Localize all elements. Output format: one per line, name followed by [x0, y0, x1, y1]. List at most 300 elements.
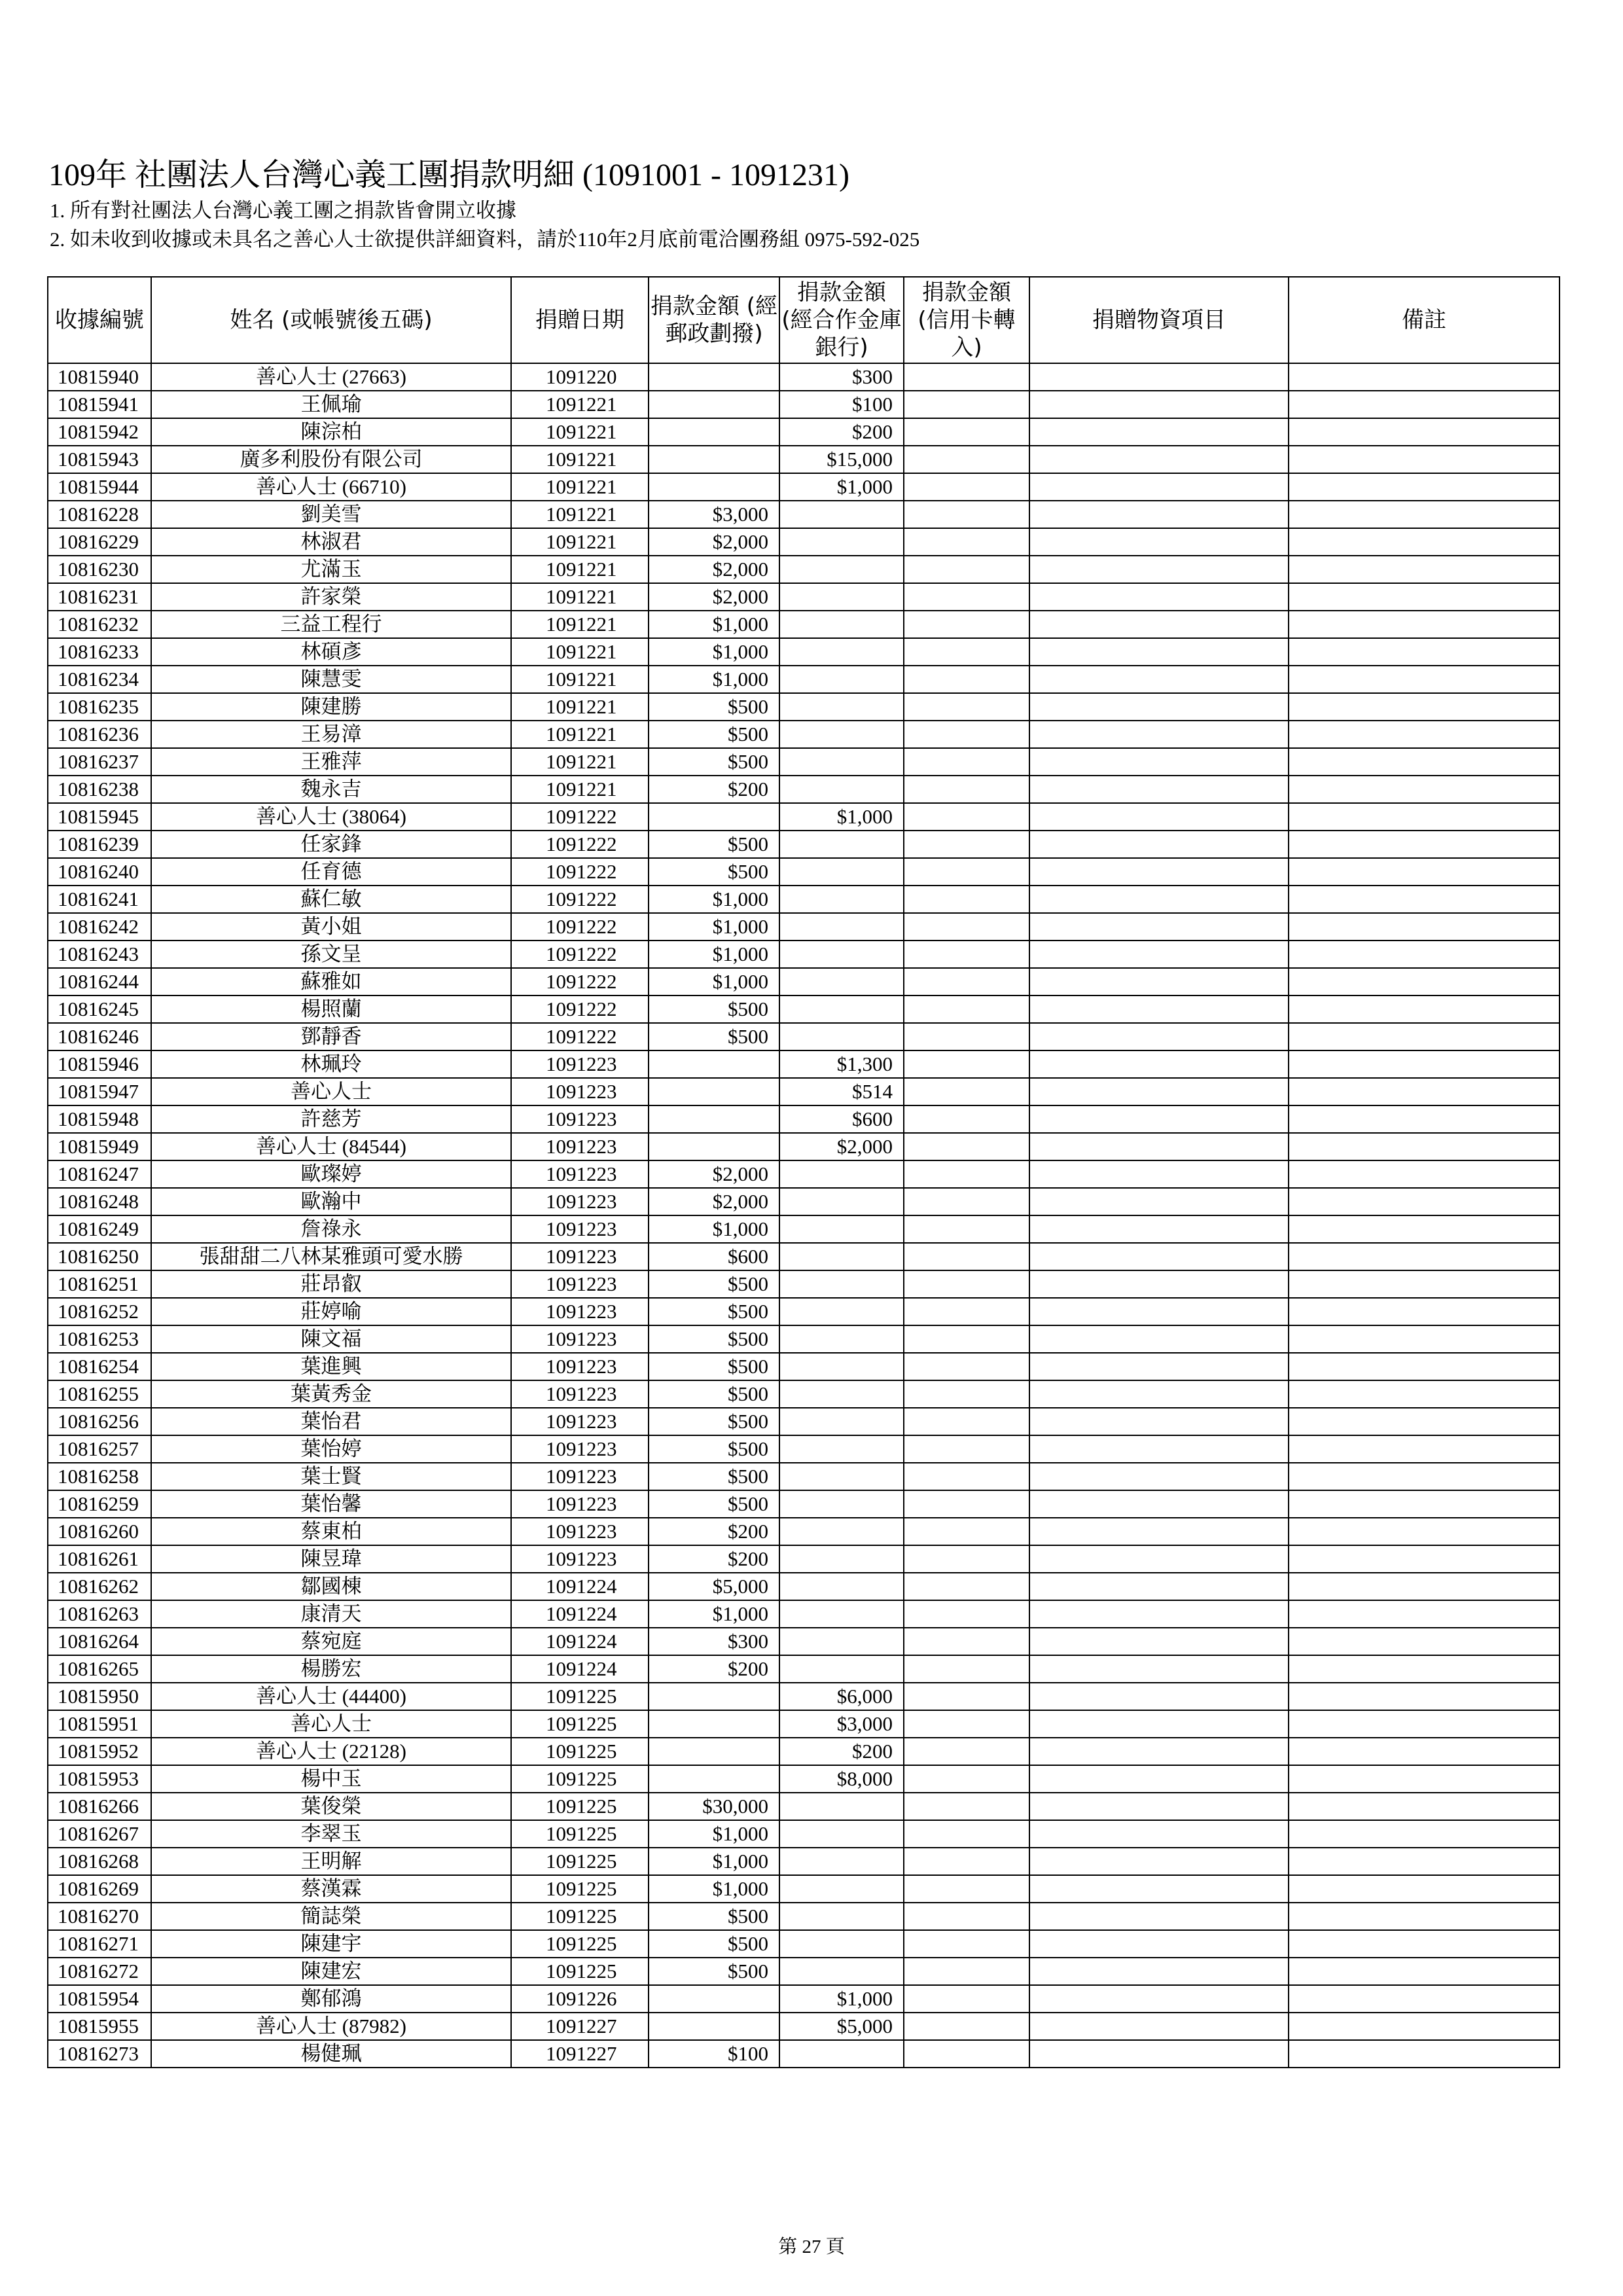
cell-amount-postal: $300 [649, 1628, 779, 1655]
cell-amount-card [904, 693, 1029, 721]
cell-amount-postal: $2,000 [649, 1188, 779, 1215]
table-row [48, 1628, 1560, 1655]
cell-amount-bank: $1,000 [779, 803, 904, 831]
cell-remarks [1289, 776, 1560, 803]
cell-amount-bank [779, 1380, 904, 1408]
table-row [48, 1793, 1560, 1820]
table-row [48, 1655, 1560, 1683]
cell-goods [1029, 391, 1289, 418]
document-title: 109年 社團法人台灣心義工團捐款明細 (1091001 - 1091231) [48, 158, 849, 192]
cell-goods [1029, 1683, 1289, 1710]
cell-name: 王明解 [151, 1848, 511, 1875]
cell-remarks [1289, 1353, 1560, 1380]
cell-receipt-no: 10815952 [48, 1738, 151, 1765]
cell-amount-card [904, 638, 1029, 666]
cell-amount-card [904, 2013, 1029, 2040]
cell-remarks [1289, 858, 1560, 886]
table-row [48, 1325, 1560, 1353]
cell-goods [1029, 1903, 1289, 1930]
cell-receipt-no: 10815945 [48, 803, 151, 831]
cell-remarks [1289, 941, 1560, 968]
cell-amount-card [904, 968, 1029, 996]
cell-remarks [1289, 968, 1560, 996]
cell-receipt-no: 10816266 [48, 1793, 151, 1820]
cell-goods [1029, 1215, 1289, 1243]
cell-receipt-no: 10816238 [48, 776, 151, 803]
cell-date: 1091223 [511, 1298, 649, 1325]
table-row [48, 1050, 1560, 1078]
cell-goods [1029, 446, 1289, 473]
cell-goods [1029, 1820, 1289, 1848]
cell-receipt-no: 10816270 [48, 1903, 151, 1930]
cell-amount-card [904, 583, 1029, 611]
cell-remarks [1289, 748, 1560, 776]
table-row [48, 748, 1560, 776]
cell-amount-card [904, 748, 1029, 776]
cell-goods [1029, 803, 1289, 831]
cell-remarks [1289, 528, 1560, 556]
cell-receipt-no: 10816247 [48, 1160, 151, 1188]
cell-date: 1091223 [511, 1518, 649, 1545]
cell-remarks [1289, 1875, 1560, 1903]
cell-amount-bank [779, 776, 904, 803]
cell-amount-bank [779, 583, 904, 611]
cell-receipt-no: 10816230 [48, 556, 151, 583]
cell-amount-bank [779, 1628, 904, 1655]
cell-receipt-no: 10815950 [48, 1683, 151, 1710]
cell-name: 李翠玉 [151, 1820, 511, 1848]
cell-goods [1029, 1298, 1289, 1325]
table-row [48, 996, 1560, 1023]
cell-amount-bank: $1,000 [779, 473, 904, 501]
cell-goods [1029, 1188, 1289, 1215]
cell-remarks [1289, 1930, 1560, 1958]
cell-receipt-no: 10816262 [48, 1573, 151, 1600]
cell-goods [1029, 638, 1289, 666]
cell-date: 1091225 [511, 1710, 649, 1738]
cell-amount-bank [779, 1243, 904, 1270]
cell-receipt-no: 10816259 [48, 1490, 151, 1518]
cell-amount-postal: $1,000 [649, 611, 779, 638]
cell-receipt-no: 10815954 [48, 1985, 151, 2013]
cell-goods [1029, 858, 1289, 886]
cell-receipt-no: 10816242 [48, 913, 151, 941]
cell-date: 1091221 [511, 418, 649, 446]
cell-amount-postal [649, 391, 779, 418]
cell-date: 1091223 [511, 1105, 649, 1133]
cell-name: 莊婷喻 [151, 1298, 511, 1325]
cell-date: 1091223 [511, 1325, 649, 1353]
cell-amount-bank [779, 1490, 904, 1518]
table-row [48, 1133, 1560, 1160]
cell-amount-bank: $1,000 [779, 1985, 904, 2013]
cell-amount-postal [649, 363, 779, 391]
cell-name: 簡誌榮 [151, 1903, 511, 1930]
cell-amount-card [904, 1353, 1029, 1380]
cell-name: 葉怡君 [151, 1408, 511, 1435]
cell-date: 1091223 [511, 1490, 649, 1518]
cell-remarks [1289, 556, 1560, 583]
cell-remarks [1289, 1160, 1560, 1188]
donation-table [47, 276, 1560, 2068]
cell-amount-bank [779, 1518, 904, 1545]
cell-receipt-no: 10815955 [48, 2013, 151, 2040]
cell-name: 許家榮 [151, 583, 511, 611]
cell-receipt-no: 10816258 [48, 1463, 151, 1490]
cell-remarks [1289, 2040, 1560, 2068]
cell-amount-bank [779, 2040, 904, 2068]
cell-amount-card [904, 1628, 1029, 1655]
cell-name: 善心人士 [151, 1710, 511, 1738]
cell-name: 康清天 [151, 1600, 511, 1628]
cell-goods [1029, 941, 1289, 968]
cell-amount-card [904, 1243, 1029, 1270]
header-row [48, 277, 1560, 363]
cell-amount-bank: $5,000 [779, 2013, 904, 2040]
cell-goods [1029, 1573, 1289, 1600]
cell-amount-postal: $200 [649, 1518, 779, 1545]
table-row [48, 858, 1560, 886]
col-remarks: 備註 [1289, 277, 1560, 363]
cell-date: 1091225 [511, 1848, 649, 1875]
cell-amount-bank [779, 913, 904, 941]
cell-receipt-no: 10816263 [48, 1600, 151, 1628]
cell-amount-card [904, 1820, 1029, 1848]
cell-goods [1029, 721, 1289, 748]
cell-goods [1029, 1848, 1289, 1875]
cell-receipt-no: 10816244 [48, 968, 151, 996]
table-row [48, 1875, 1560, 1903]
cell-amount-card [904, 858, 1029, 886]
cell-date: 1091221 [511, 611, 649, 638]
table-row [48, 913, 1560, 941]
cell-amount-postal [649, 1985, 779, 2013]
cell-date: 1091225 [511, 1930, 649, 1958]
cell-amount-card [904, 1600, 1029, 1628]
cell-goods [1029, 611, 1289, 638]
cell-date: 1091222 [511, 831, 649, 858]
cell-remarks [1289, 1408, 1560, 1435]
cell-amount-card [904, 501, 1029, 528]
cell-amount-postal: $500 [649, 1490, 779, 1518]
table-row [48, 941, 1560, 968]
table-row [48, 776, 1560, 803]
cell-receipt-no: 10816257 [48, 1435, 151, 1463]
cell-receipt-no: 10816253 [48, 1325, 151, 1353]
cell-amount-postal: $500 [649, 1325, 779, 1353]
cell-receipt-no: 10815943 [48, 446, 151, 473]
cell-amount-bank [779, 611, 904, 638]
cell-name: 王雅萍 [151, 748, 511, 776]
table-row [48, 556, 1560, 583]
cell-amount-card [904, 1408, 1029, 1435]
cell-receipt-no: 10815946 [48, 1050, 151, 1078]
cell-amount-bank [779, 941, 904, 968]
table-row [48, 1435, 1560, 1463]
cell-receipt-no: 10816260 [48, 1518, 151, 1545]
cell-name: 歐璨婷 [151, 1160, 511, 1188]
cell-amount-bank: $1,300 [779, 1050, 904, 1078]
cell-remarks [1289, 2013, 1560, 2040]
cell-amount-postal: $600 [649, 1243, 779, 1270]
cell-amount-postal: $1,000 [649, 1215, 779, 1243]
cell-remarks [1289, 1325, 1560, 1353]
cell-amount-postal: $3,000 [649, 501, 779, 528]
cell-receipt-no: 10815948 [48, 1105, 151, 1133]
table-row [48, 1160, 1560, 1188]
cell-amount-bank [779, 1215, 904, 1243]
cell-goods [1029, 1628, 1289, 1655]
cell-amount-postal: $1,000 [649, 913, 779, 941]
cell-date: 1091225 [511, 1738, 649, 1765]
cell-receipt-no: 10815947 [48, 1078, 151, 1105]
cell-remarks [1289, 1793, 1560, 1820]
cell-goods [1029, 1243, 1289, 1270]
table-row [48, 1408, 1560, 1435]
cell-name: 王佩瑜 [151, 391, 511, 418]
cell-amount-postal: $200 [649, 776, 779, 803]
cell-receipt-no: 10816231 [48, 583, 151, 611]
cell-date: 1091221 [511, 693, 649, 721]
cell-date: 1091225 [511, 1958, 649, 1985]
cell-name: 許慈芳 [151, 1105, 511, 1133]
cell-amount-bank [779, 1793, 904, 1820]
cell-date: 1091223 [511, 1243, 649, 1270]
cell-amount-bank [779, 1325, 904, 1353]
note-contact: 2. 如未收到收據或未具名之善心人士欲提供詳細資料，請於110年2月底前電洽團務組 0975-592-025 [50, 228, 920, 251]
cell-amount-postal: $500 [649, 996, 779, 1023]
table-row [48, 1105, 1560, 1133]
cell-date: 1091223 [511, 1380, 649, 1408]
cell-remarks [1289, 418, 1560, 446]
cell-amount-bank [779, 1023, 904, 1050]
cell-goods [1029, 1875, 1289, 1903]
cell-name: 陳建宇 [151, 1930, 511, 1958]
cell-date: 1091224 [511, 1573, 649, 1600]
cell-remarks [1289, 996, 1560, 1023]
cell-name: 善心人士 (44400) [151, 1683, 511, 1710]
cell-amount-card [904, 391, 1029, 418]
cell-receipt-no: 10816240 [48, 858, 151, 886]
col-amount-postal: 捐款金額 (經郵政劃撥) [649, 277, 779, 363]
cell-amount-card [904, 1903, 1029, 1930]
cell-amount-postal: $500 [649, 1408, 779, 1435]
cell-remarks [1289, 1600, 1560, 1628]
cell-name: 廣多利股份有限公司 [151, 446, 511, 473]
cell-remarks [1289, 1765, 1560, 1793]
cell-receipt-no: 10816228 [48, 501, 151, 528]
cell-amount-bank [779, 1903, 904, 1930]
cell-date: 1091221 [511, 528, 649, 556]
cell-amount-postal: $500 [649, 1903, 779, 1930]
cell-receipt-no: 10815942 [48, 418, 151, 446]
cell-name: 善心人士 (84544) [151, 1133, 511, 1160]
cell-amount-postal: $1,000 [649, 666, 779, 693]
cell-amount-postal: $1,000 [649, 968, 779, 996]
table-row [48, 1600, 1560, 1628]
table-row [48, 611, 1560, 638]
cell-date: 1091223 [511, 1133, 649, 1160]
cell-remarks [1289, 1380, 1560, 1408]
cell-date: 1091222 [511, 913, 649, 941]
cell-name: 葉黃秀金 [151, 1380, 511, 1408]
table-row [48, 1903, 1560, 1930]
cell-goods [1029, 1105, 1289, 1133]
cell-date: 1091225 [511, 1765, 649, 1793]
cell-date: 1091225 [511, 1875, 649, 1903]
table-row [48, 803, 1560, 831]
cell-amount-bank: $100 [779, 391, 904, 418]
cell-amount-card [904, 1930, 1029, 1958]
cell-goods [1029, 1463, 1289, 1490]
cell-remarks [1289, 913, 1560, 941]
cell-remarks [1289, 1710, 1560, 1738]
cell-goods [1029, 1518, 1289, 1545]
cell-name: 林淑君 [151, 528, 511, 556]
col-name: 姓名 (或帳號後五碼) [151, 277, 511, 363]
cell-amount-postal [649, 1765, 779, 1793]
cell-date: 1091224 [511, 1655, 649, 1683]
cell-amount-card [904, 803, 1029, 831]
cell-amount-card [904, 1133, 1029, 1160]
cell-amount-bank [779, 501, 904, 528]
cell-name: 鄧靜香 [151, 1023, 511, 1050]
table-row [48, 501, 1560, 528]
cell-receipt-no: 10816248 [48, 1188, 151, 1215]
cell-goods [1029, 1958, 1289, 1985]
cell-amount-bank [779, 721, 904, 748]
cell-remarks [1289, 1628, 1560, 1655]
cell-amount-card [904, 1463, 1029, 1490]
cell-amount-bank [779, 1930, 904, 1958]
cell-amount-card [904, 1023, 1029, 1050]
cell-receipt-no: 10815951 [48, 1710, 151, 1738]
cell-amount-card [904, 1325, 1029, 1353]
cell-goods [1029, 1765, 1289, 1793]
cell-receipt-no: 10816256 [48, 1408, 151, 1435]
cell-amount-bank [779, 858, 904, 886]
col-goods: 捐贈物資項目 [1029, 277, 1289, 363]
table-row [48, 1765, 1560, 1793]
cell-name: 歐瀚中 [151, 1188, 511, 1215]
cell-name: 鄒國棟 [151, 1573, 511, 1600]
table-row [48, 446, 1560, 473]
cell-date: 1091220 [511, 363, 649, 391]
cell-remarks [1289, 391, 1560, 418]
cell-amount-bank: $600 [779, 1105, 904, 1133]
cell-date: 1091227 [511, 2040, 649, 2068]
cell-remarks [1289, 1133, 1560, 1160]
cell-name: 尤滿玉 [151, 556, 511, 583]
cell-remarks [1289, 1270, 1560, 1298]
cell-amount-postal [649, 803, 779, 831]
cell-date: 1091224 [511, 1600, 649, 1628]
cell-receipt-no: 10815940 [48, 363, 151, 391]
table-row [48, 528, 1560, 556]
cell-goods [1029, 2040, 1289, 2068]
cell-amount-postal: $30,000 [649, 1793, 779, 1820]
cell-receipt-no: 10816269 [48, 1875, 151, 1903]
cell-amount-card [904, 446, 1029, 473]
cell-date: 1091222 [511, 996, 649, 1023]
cell-date: 1091224 [511, 1628, 649, 1655]
table-row [48, 2040, 1560, 2068]
table-row [48, 1270, 1560, 1298]
cell-amount-postal: $1,000 [649, 638, 779, 666]
cell-name: 善心人士 (22128) [151, 1738, 511, 1765]
cell-amount-postal: $500 [649, 721, 779, 748]
cell-amount-postal: $500 [649, 1435, 779, 1463]
cell-amount-postal [649, 418, 779, 446]
cell-goods [1029, 1435, 1289, 1463]
cell-amount-card [904, 1490, 1029, 1518]
cell-name: 楊照蘭 [151, 996, 511, 1023]
cell-amount-postal: $1,000 [649, 1875, 779, 1903]
cell-name: 任家鋒 [151, 831, 511, 858]
cell-date: 1091223 [511, 1078, 649, 1105]
table-row [48, 1683, 1560, 1710]
cell-name: 楊健珮 [151, 2040, 511, 2068]
cell-amount-bank [779, 1353, 904, 1380]
cell-name: 蔡東柏 [151, 1518, 511, 1545]
cell-goods [1029, 1270, 1289, 1298]
cell-name: 劉美雪 [151, 501, 511, 528]
cell-receipt-no: 10816243 [48, 941, 151, 968]
cell-receipt-no: 10816268 [48, 1848, 151, 1875]
cell-remarks [1289, 886, 1560, 913]
cell-amount-bank [779, 528, 904, 556]
cell-date: 1091221 [511, 638, 649, 666]
cell-name: 任育德 [151, 858, 511, 886]
cell-amount-card [904, 2040, 1029, 2068]
col-date: 捐贈日期 [511, 277, 649, 363]
cell-goods [1029, 418, 1289, 446]
cell-amount-card [904, 941, 1029, 968]
cell-date: 1091222 [511, 1023, 649, 1050]
table-row [48, 1078, 1560, 1105]
cell-amount-bank [779, 638, 904, 666]
cell-amount-postal [649, 1738, 779, 1765]
table-row [48, 363, 1560, 391]
cell-amount-postal: $2,000 [649, 583, 779, 611]
cell-goods [1029, 1408, 1289, 1435]
cell-remarks [1289, 1078, 1560, 1105]
cell-receipt-no: 10816239 [48, 831, 151, 858]
cell-goods [1029, 1353, 1289, 1380]
cell-remarks [1289, 583, 1560, 611]
cell-name: 葉俊榮 [151, 1793, 511, 1820]
table-row [48, 638, 1560, 666]
cell-receipt-no: 10815944 [48, 473, 151, 501]
table-row [48, 473, 1560, 501]
cell-remarks [1289, 1463, 1560, 1490]
cell-amount-bank [779, 996, 904, 1023]
cell-remarks [1289, 1188, 1560, 1215]
cell-remarks [1289, 473, 1560, 501]
cell-amount-card [904, 996, 1029, 1023]
table-row [48, 1463, 1560, 1490]
cell-amount-card [904, 1710, 1029, 1738]
cell-name: 善心人士 (27663) [151, 363, 511, 391]
cell-amount-postal [649, 1078, 779, 1105]
table-row [48, 666, 1560, 693]
cell-name: 陳昱瑋 [151, 1545, 511, 1573]
cell-receipt-no: 10816267 [48, 1820, 151, 1848]
cell-remarks [1289, 1958, 1560, 1985]
cell-receipt-no: 10816241 [48, 886, 151, 913]
cell-amount-postal: $200 [649, 1545, 779, 1573]
cell-remarks [1289, 1243, 1560, 1270]
